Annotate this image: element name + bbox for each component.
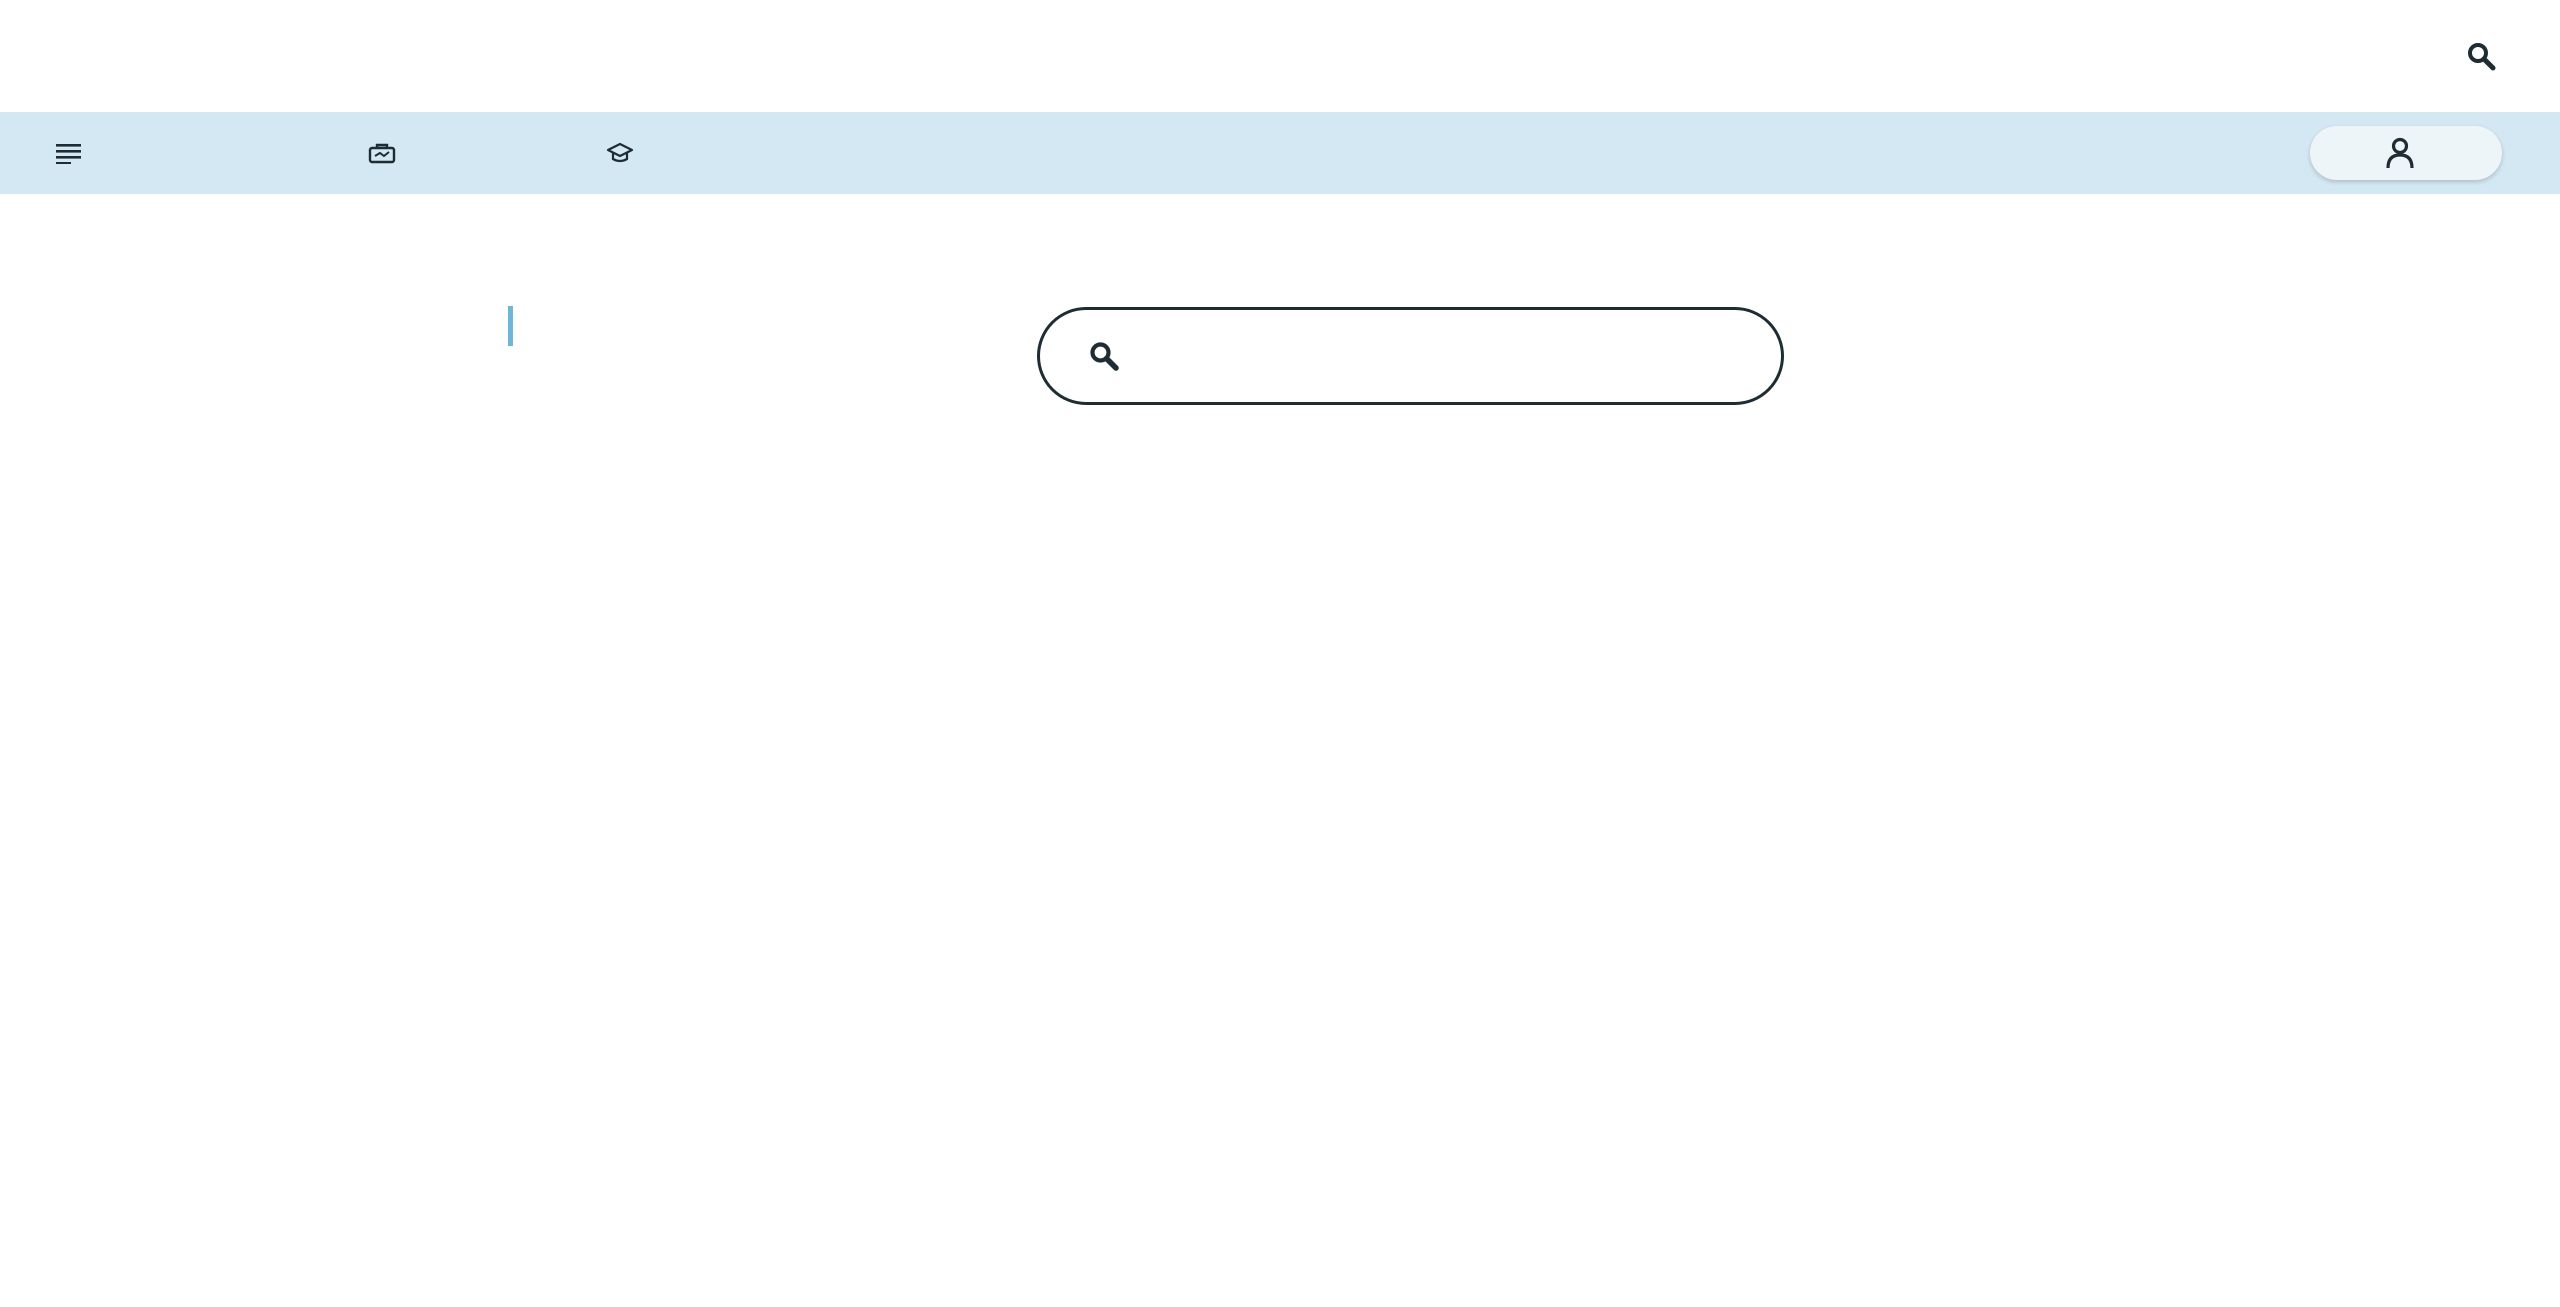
toolbox-icon [368, 141, 396, 165]
search-input[interactable] [1155, 330, 1755, 382]
login-button[interactable] [2310, 126, 2502, 180]
site-header [0, 0, 2560, 112]
subnav-hulpmiddelen[interactable] [368, 112, 410, 194]
subnav-zorgstandaarden-az[interactable] [56, 112, 96, 194]
search-icon [2466, 41, 2496, 71]
user-icon [2385, 137, 2415, 169]
graduation-cap-icon [606, 141, 634, 165]
search-icon [1088, 340, 1120, 372]
sub-navigation [0, 112, 2560, 194]
search-box [1037, 307, 1784, 405]
subnav-voor-docenten[interactable] [606, 112, 648, 194]
sidebar-title [508, 306, 527, 346]
top-navigation [2382, 0, 2560, 112]
header-search-button[interactable] [2464, 39, 2498, 73]
list-icon [56, 142, 82, 164]
